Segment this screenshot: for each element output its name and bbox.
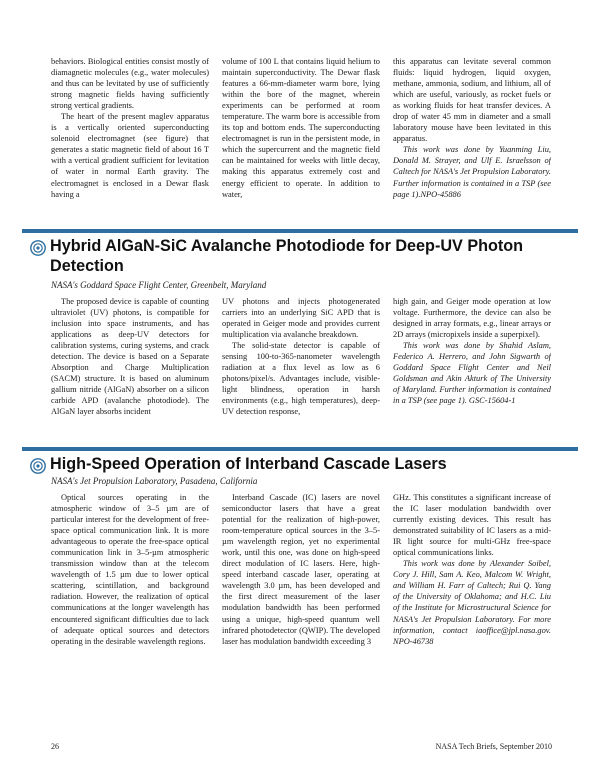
paragraph: this apparatus can levitate several common fluids: liquid hydrogen, liquid oxygen, methane, ammonia, sodium, and lithium, all of which are useful, variously, as rocket fuels or as working fluids for heat transfer devices. A drop of water 45 mm in diameter and a small laboratory mouse have been levitated in this apparatus.: [393, 57, 551, 144]
paragraph: Optical sources operating in the atmospheric window of 3–5 µm are of particular interest for the development of free-space optical communication link. It is more advantageous to operate the free-space optical communication link in 3–5-µm atmospheric transmission window than at the telecom wavelength of 1.5 µm due to lower optical scattering, scintillation, and background radiation. However, the realization of optical communications at the longer wavelength has encountered significant difficulties due to lack of adequate optical sources and detectors operating in the desirable wavelength regions.: [51, 493, 209, 646]
article2-column-2: [222, 492, 380, 662]
article-title: High-Speed Operation of Interband Cascade Lasers: [50, 455, 447, 473]
article-affiliation: NASA's Goddard Space Flight Center, Greenbelt, Maryland: [51, 280, 267, 290]
top-article-column-2: [222, 56, 380, 214]
article1-column-3: [393, 296, 551, 456]
nasa-tech-brief-icon: [30, 240, 46, 256]
top-article-column-3: [393, 56, 551, 214]
paragraph: GHz. This constitutes a significant increase of the IC laser modulation bandwidth over currently existing devices. This result has demonstrated suitability of IC lasers as a mid-IR light source for multi-GHz free-space optical communications links.: [393, 493, 551, 558]
article-affiliation: NASA's Jet Propulsion Laboratory, Pasadena, California: [51, 476, 258, 486]
publication-name: NASA Tech Briefs, September 2010: [435, 742, 552, 751]
article1-column-1: [51, 296, 209, 456]
page-number: 26: [51, 742, 59, 751]
nasa-tech-brief-icon: [30, 458, 46, 474]
section-divider: [22, 447, 578, 451]
top-article-column-1: [51, 56, 209, 214]
article-header: [30, 236, 578, 278]
paragraph: The heart of the present maglev apparatus is a vertically oriented superconducting solenoid electromagnet (see figure) that generates a static magnetic field of about 16 T with a vertical gradient sufficient for levitation of water in normal Earth gravity. The electromagnet is enclosed in a Dewar flask having a: [51, 112, 209, 199]
article1-column-2: [222, 296, 380, 456]
article2-column-1: [51, 492, 209, 662]
paragraph: Interband Cascade (IC) lasers are novel semiconductor lasers that have a great potential for the realization of high-power, room-temperature optical sources in the 3–5-µm wavelength region, yet no experimental work, until this one, was done on high-speed direct modulation of IC lasers. Here, high-speed interband cascade laser, operating at wavelength 3.0 µm, has been developed and the first direct measurement of the laser modulation bandwidth has been performed using a unique, high-speed quantum well infrared photodetector (QWIP). The developed laser has modulation bandwidth exceeding 3: [222, 493, 380, 646]
credit-text: This work was done by Alexander Soibel, Cory J. Hill, Sam A. Keo, Malcom W. Wright, and William H. Farr of Caltech; Rui Q. Yang of the University of Oklahoma; and H.C. Liu of the Institute for Microstructural Science for NASA's Jet Propulsion Laboratory. For more information, contact iaoffice@jpl.nasa.gov. NPO-46738: [393, 559, 551, 646]
paragraph: The proposed device is capable of counting ultraviolet (UV) photons, is compatible for inclusion into space instruments, and has applications as deep-UV detectors for calibration systems, curing systems, and crack detection. The device is based on a Separate Absorption and Charge Multiplication (SACM) structure. It is based on aluminum gallium nitride (AlGaN) absorber on a silicon carbide APD (avalanche photodiode). The AlGaN layer absorbs incident: [51, 297, 209, 417]
paragraph: The solid-state detector is capable of sensing 100-to-365-nanometer wavelength radiation at a flux level as low as 6 photons/pixel/s. Advantages include, visible-light blindness, operation in harsh environments (e.g., high temperatures), deep-UV detection response,: [222, 341, 380, 417]
paragraph: UV photons and injects photogenerated carriers into an underlying SiC APD that is operated in Geiger mode and provides current multiplication via avalanche breakdown.: [222, 297, 380, 340]
credit-text: This work was done by Yuanming Liu, Donald M. Strayer, and Ulf E. Israelsson of Caltech for NASA's Jet Propulsion Laboratory. Further information is contained in a TSP (see page 1).NPO-45886: [393, 145, 551, 199]
paragraph: behaviors. Biological entities consist mostly of diamagnetic molecules (e.g., water molecules) and thus can be levitated by use of sufficiently strong magnetic fields having sufficiently strong vertical gradients.: [51, 57, 209, 111]
credit-text: This work was done by Shahid Aslam, Federico A. Herrero, and John Sigwarth of Goddard Space Flight Center and Neil Goldsman and Akin Akturk of The University of Maryland. Further information is contained in a TSP (see page 1). GSC-15604-1: [393, 341, 551, 406]
section-divider: [22, 229, 578, 233]
article-header: [30, 454, 578, 476]
article-title: Hybrid AlGaN-SiC Avalanche Photodiode for Deep-UV Photon Detection: [50, 237, 524, 275]
paragraph: volume of 100 L that contains liquid helium to maintain superconductivity. The Dewar flask features a 66-mm-diameter warm bore, lying within the bore of the magnet, wherein experiments can be performed at room temperature. The warm bore is accessible from its top and bottom ends. The superconducting electromagnet is run in the persistent mode, in which the supercurrent and the magnetic field can be maintained for weeks with little decay, making this apparatus extremely cost and energy efficient to operate. In addition to water,: [222, 57, 380, 199]
paragraph: high gain, and Geiger mode operation at low voltage. Furthermore, the device can also be designed in array formats, e.g., linear arrays or 2D arrays (micropixels inside a superpixel).: [393, 297, 551, 340]
article2-column-3: [393, 492, 551, 662]
